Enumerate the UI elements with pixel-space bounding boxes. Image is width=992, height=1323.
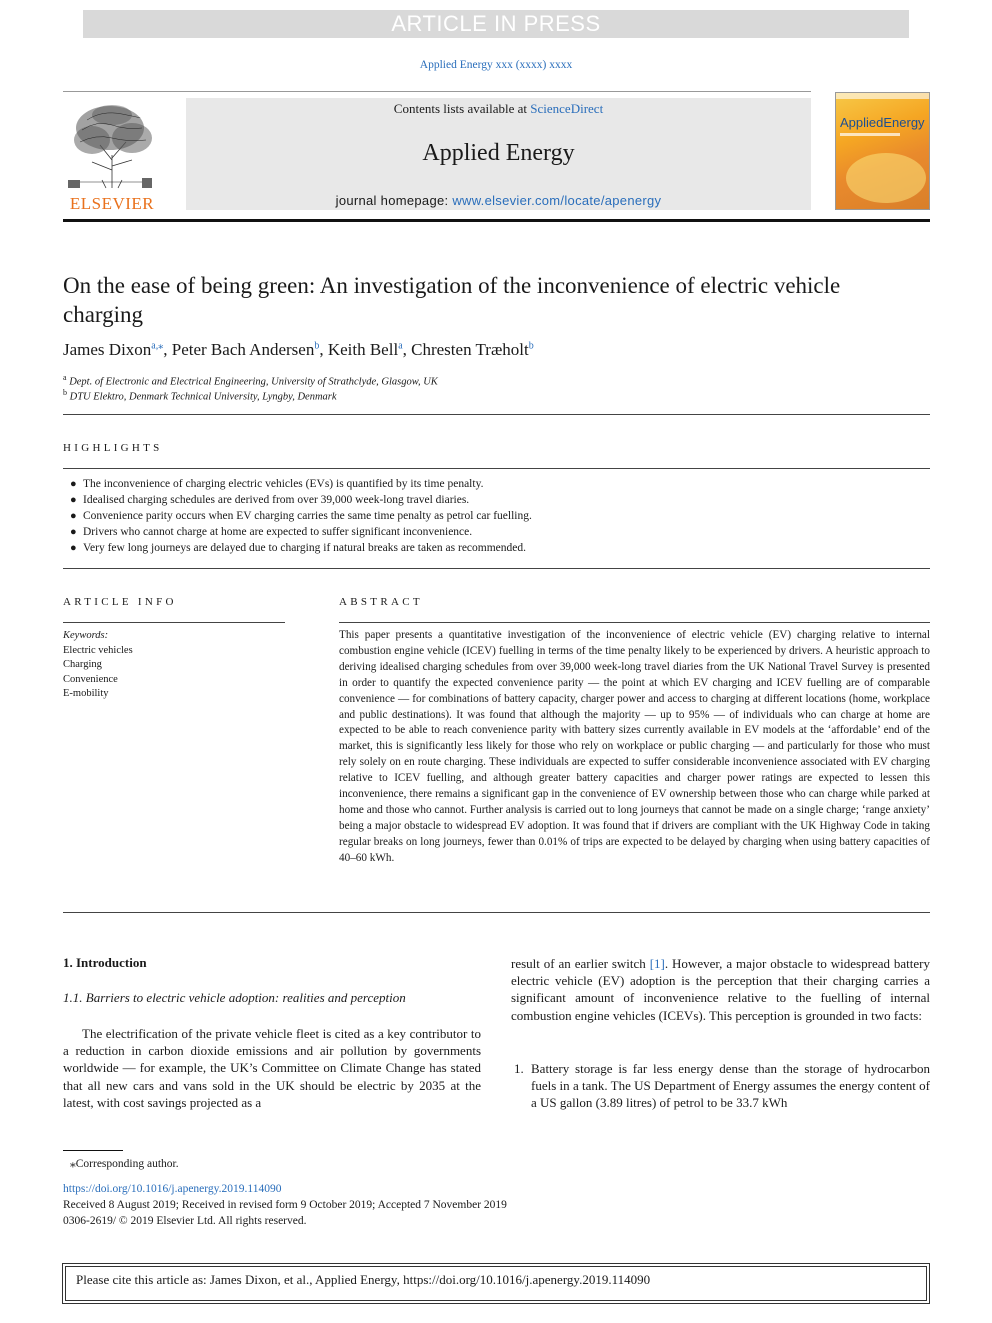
author-affiliation-mark[interactable]: a [398, 340, 403, 352]
author-name[interactable]: James Dixon [63, 340, 152, 359]
header-top-rule [63, 91, 811, 92]
highlight-text: The inconvenience of charging electric vehicles (EVs) is quantified by its time penalty. [83, 478, 484, 490]
affiliation-text: Dept. of Electronic and Electrical Engineering, University of Strathclyde, Glasgow, UK [69, 376, 438, 388]
bullet-icon: ● [70, 494, 77, 506]
citation-doi[interactable]: https://doi.org/10.1016/j.apenergy.2019.114090 [403, 1272, 651, 1287]
journal-reference-link[interactable]: Applied Energy xxx (xxxx) xxxx [419, 59, 573, 71]
article-info-heading: ARTICLE INFO [63, 596, 177, 608]
highlight-text: Drivers who cannot charge at home are expected to suffer significant inconvenience. [83, 526, 473, 538]
footnote-text: Corresponding author. [75, 1158, 179, 1170]
affiliation-mark: a [63, 373, 67, 382]
keywords-label: Keywords: [63, 630, 109, 641]
homepage-link[interactable]: www.elsevier.com/locate/apenergy [452, 193, 662, 208]
highlight-text: Idealised charging schedules are derived from over 39,000 week-long travel diaries. [83, 494, 470, 506]
affiliation-b [63, 388, 337, 403]
keyword-item: E-mobility [63, 688, 109, 700]
authors-divider [63, 414, 930, 415]
cover-title: AppliedEnergy [840, 115, 925, 130]
highlights-top-rule [63, 468, 930, 469]
author-name[interactable]: Chresten Træholt [411, 340, 529, 359]
journal-homepage-line [186, 193, 811, 208]
copyright-line: 0306-2619/ © 2019 Elsevier Ltd. All rights reserved. [63, 1215, 307, 1227]
keywords-box [63, 629, 285, 702]
citation-prefix: Please cite this article as: James Dixon, et al., Applied Energy, [76, 1272, 404, 1287]
cover-top-strip [836, 93, 930, 99]
paragraph-text: result of an earlier switch [511, 956, 650, 971]
highlights-bottom-rule [63, 568, 930, 569]
highlight-item [63, 540, 933, 556]
author-affiliation-mark[interactable]: b [528, 340, 534, 352]
list-number: 1. [514, 1061, 524, 1076]
abstract-bottom-rule [63, 912, 930, 913]
keyword-item: Charging [63, 659, 102, 671]
abstract-rule [339, 622, 930, 623]
bullet-icon: ● [70, 542, 77, 554]
highlight-text: Very few long journeys are delayed due to charging if natural breaks are taken as recommended. [83, 542, 526, 554]
journal-cover-thumbnail[interactable] [835, 92, 930, 210]
citation-box [62, 1263, 930, 1304]
corresponding-author-footnote [70, 1156, 179, 1170]
received-dates: Received 8 August 2019; Received in revised form 9 October 2019; Accepted 7 November 2019 [63, 1199, 507, 1211]
author-name[interactable]: Keith Bell [327, 340, 399, 359]
elsevier-wordmark: ELSEVIER [69, 194, 155, 212]
abstract-text: This paper presents a quantitative investigation of the inconvenience of electric vehicle (EV) charging relative to internal combustion engine vehicle (ICEV) fuelling in terms of the time penalty likely to be experienced by drivers. A heuristic approach to deriving idealised charging schedules from over 39,000 week-long travel diaries from the UK National Travel Survey is presented in order to quantify the expected convenience parity — the point at which EV charging and ICEV fuelling are of comparable convenience — for combinations of battery capacity, charger power and access to charging at different locations (home, workplace and public destinations). It was found that although the majority — up to 95% — of individuals who can charge at home are expected to be able to reach convenience parity with battery sizes currently available in EV models at the ‘affordable’ end of the market, this is significantly less likely for those who rely on workplace or public charging — and particularly for those who must rely solely on en route charging. These individuals are expected to suffer considerable inconvenience associated with EV charging relative to ICEV fuelling, and although greater battery capacities and charger power ratings are expected to lessen this inconvenience, there remains a significant gap in the convenience of EV ownership between those who can charge while parked at home and those who cannot. Further analysis is carried out to long journeys that cannot be made on a single charge; ‘range anxiety’ being a major obstacle to widespread EV adoption. It was found that if drivers are compliant with the UK Highway Code in taking regular breaks on long journeys, fewer than 0.01% of trips are expected to be delayed by charging when using battery capacities of 40–60 kWh. [339, 629, 930, 864]
bullet-icon: ● [70, 510, 77, 522]
keyword-item: Electric vehicles [63, 644, 133, 656]
section-heading-introduction: 1. Introduction [63, 955, 147, 970]
citation-text [76, 1272, 650, 1288]
highlight-item [63, 476, 933, 492]
numbered-list-item [511, 1060, 930, 1112]
subsection-heading: 1.1. Barriers to electric vehicle adoption: realities and perception [63, 990, 406, 1005]
footnote-mark: ⁎ [70, 1158, 76, 1170]
contents-prefix: Contents lists available at [393, 101, 531, 116]
intro-paragraph: The electrification of the private vehicle fleet is cited as a key contributor to a reduction in carbon dioxide emissions and air pollution by governments worldwide — for example, the UK’s Committee on Climate Change has stated that all new cars and vans sold in the UK should be electric by 2035 at the latest, with cost savings projected as a [63, 1026, 481, 1110]
footnote-rule [63, 1150, 123, 1151]
author-affiliation-mark[interactable]: b [314, 340, 320, 352]
author-separator: , [402, 340, 412, 359]
article-in-press-banner: ARTICLE IN PRESS [83, 10, 909, 38]
journal-title: Applied Energy [422, 140, 575, 166]
elsevier-tree-icon [62, 100, 162, 212]
paragraph-text: . However, a major obstacle to widespread battery electric vehicle (EV) adoption is the perception that their charging carries a significant amount of inconvenience relative to the fuelling of internal combustion engine vehicles (ICEVs). This perception is grounded in two facts: [511, 956, 930, 1023]
author-separator: , [163, 340, 172, 359]
author-affiliation-mark[interactable]: a,⁎ [151, 340, 164, 352]
sciencedirect-link[interactable]: ScienceDirect [530, 101, 604, 116]
keyword-item: Convenience [63, 673, 118, 685]
affiliation-text: DTU Elektro, Denmark Technical University, Lyngby, Denmark [69, 391, 337, 403]
article-info-rule [63, 622, 285, 623]
cover-graphic [846, 153, 926, 203]
elsevier-logo[interactable] [62, 100, 162, 212]
affiliation-a [63, 373, 438, 388]
author-name[interactable]: Peter Bach Andersen [171, 340, 315, 359]
highlight-text: Convenience parity occurs when EV charging carries the same time penalty as petrol car fuelling. [83, 510, 532, 522]
highlight-item [63, 508, 933, 524]
highlights-heading: HIGHLIGHTS [63, 442, 163, 454]
cover-subtitle-bar [840, 133, 900, 136]
author-separator: , [319, 340, 328, 359]
citation-link[interactable]: [1] [649, 956, 665, 971]
bullet-icon: ● [70, 478, 77, 490]
article-title: On the ease of being green: An investigation of the inconvenience of electric vehicle charging [63, 273, 841, 327]
highlights-list [63, 476, 933, 556]
highlight-item [63, 524, 933, 540]
author-list [63, 340, 534, 360]
right-column-paragraph [511, 955, 930, 1024]
bullet-icon: ● [70, 526, 77, 538]
abstract-heading: ABSTRACT [339, 596, 423, 608]
homepage-prefix: journal homepage: [335, 193, 453, 208]
contents-line [186, 101, 811, 117]
citation-box-inner [65, 1266, 927, 1301]
highlight-item [63, 492, 933, 508]
list-item-text: Battery storage is far less energy dense than the storage of hydrocarbon fuels in a tank. The US Department of Energy assumes the energy content of a US gallon (3.89 litres) of petrol to be 33.7 kWh [531, 1061, 930, 1111]
affiliation-mark: b [63, 388, 67, 397]
doi-link[interactable]: https://doi.org/10.1016/j.apenergy.2019.114090 [63, 1183, 282, 1195]
header-thick-rule [63, 219, 930, 222]
